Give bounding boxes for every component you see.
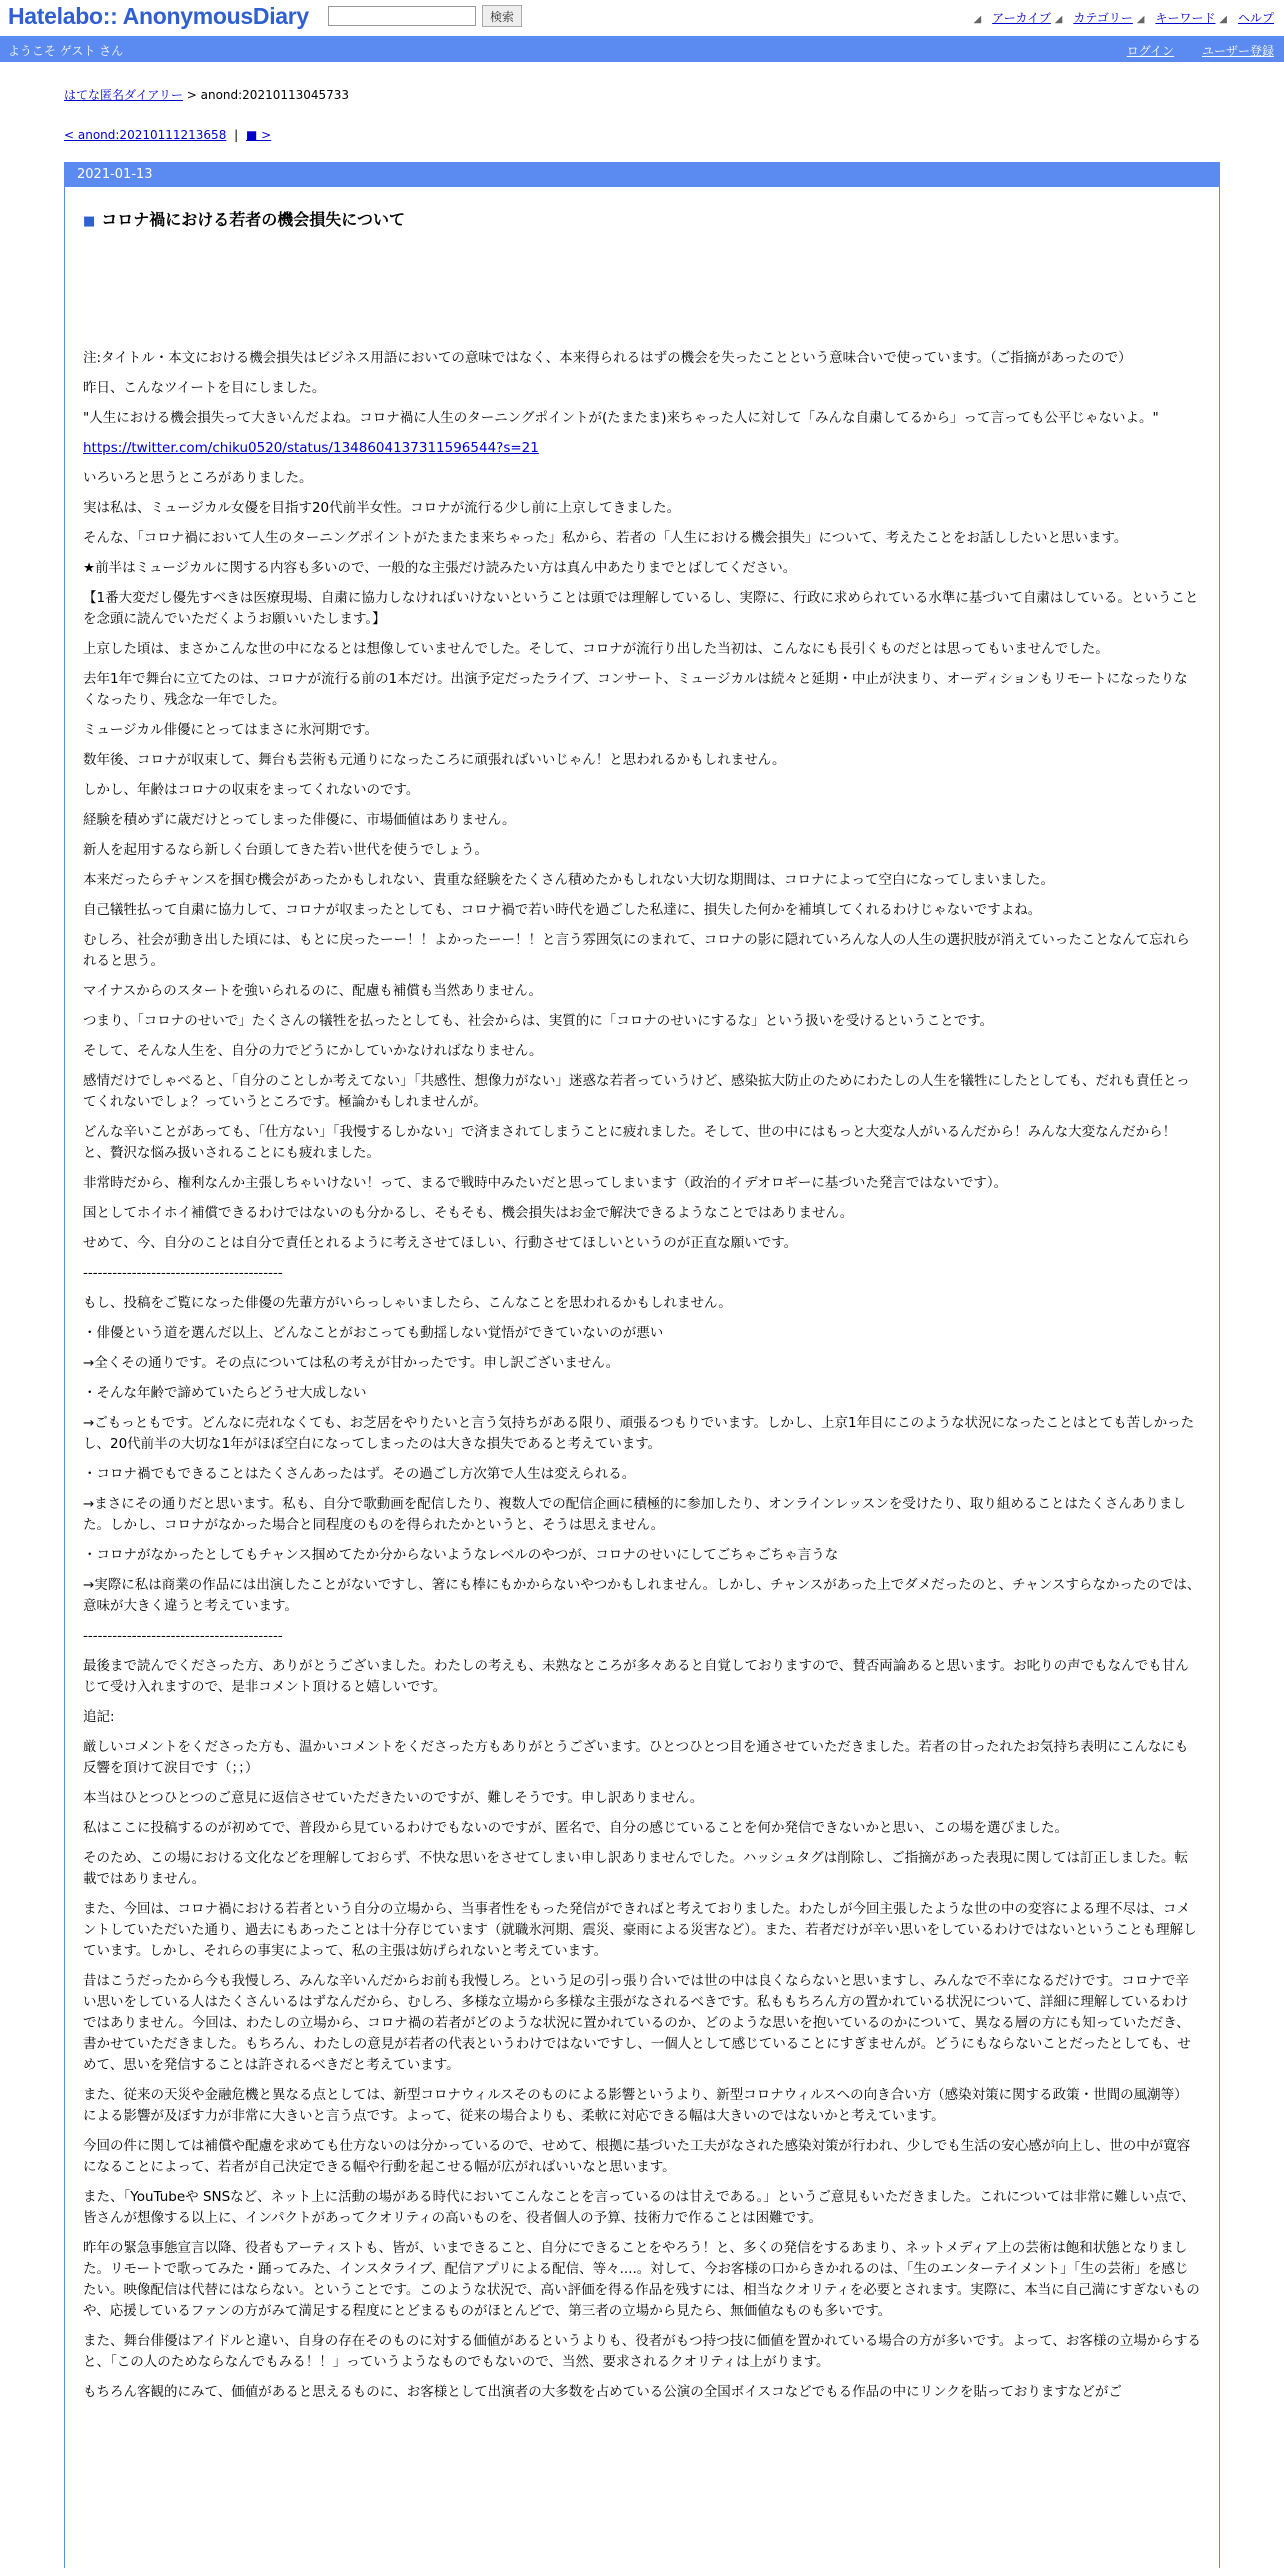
entry-pager <box>64 128 271 142</box>
triangle-icon: ◢ <box>1136 14 1145 25</box>
divider-line: ----------------------------------------- <box>83 1265 283 1281</box>
entry-paragraph: つまり、「コロナのせいで」たくさんの犠牲を払ったとしても、社会からは、実質的に「コロナのせいにするな」という扱いを受けるということです。 <box>83 1013 994 1029</box>
entry-permalink-icon[interactable]: ■ <box>83 214 96 229</box>
entry-paragraph: せめて、今、自分のことは自分で責任とれるように考えさせてほしい、行動させてほしいというのが正直な願いです。 <box>83 1235 798 1251</box>
entry-paragraph: また、「YouTubeや SNSなど、ネット上に活動の場がある時代においてこんなことを言っているのは甘えである。」というご意見もいただきました。これについては非常に難しい点で、皆さんが想像する以上に、インパクトがあってクオリティの高いものを、役者個人の予算、技術力で作ることは困難です。 <box>83 2189 1195 2226</box>
entry-paragraph: →実際に私は商業の作品には出演したことがないですし、箸にも棒にもかからないやつかもしれません。しかし、チャンスがあった上でダメだったのと、チャンスすらなかったのでは、意味が大きく違うと考えています。 <box>83 1577 1201 1614</box>
entry-paragraph: いろいろと思うところがありました。 <box>83 470 313 486</box>
nav-category-link[interactable]: カテゴリー <box>1073 11 1133 25</box>
day-date: 2021-01-13 <box>65 163 1219 187</box>
entry-paragraph: 国としてホイホイ補償できるわけではないのも分かるし、そもそも、機会損失はお金で解決できるようなことではありません。 <box>83 1205 854 1221</box>
entry-paragraph: 数年後、コロナが収束して、舞台も芸術も元通りになったころに頑張ればいいじゃん！と思われるかもしれません。 <box>83 752 786 768</box>
welcome-text: ようこそ ゲスト さん <box>8 44 124 58</box>
entry-paragraph: また、従来の天災や金融危機と異なる点としては、新型コロナウィルスそのものによる影響というより、新型コロナウィルスへの向き合い方（感染対策に関する政策・世間の風潮等）による影響が及ぼす力が非常に大きいと言う点です。よって、従来の場合よりも、柔軟に対応できる幅は大きいのではないかと考えています。 <box>83 2087 1188 2124</box>
breadcrumb <box>64 86 349 103</box>
nav-keyword-link[interactable]: キーワード <box>1155 11 1216 25</box>
top-bar <box>0 0 1284 36</box>
welcome-bar <box>0 36 1284 62</box>
entry-paragraph: どんな辛いことがあっても、「仕方ない」「我慢するしかない」で済まされてしまうことに疲れました。そして、世の中にはもっと大変な人がいるんだから！みんな大変なんだから！と、贅沢な悩み扱いされることにも疲れました。 <box>83 1124 1177 1161</box>
entry-paragraph: 感情だけでしゃべると、「自分のことしか考えてない」「共感性、想像力がない」迷惑な若者っていうけど、感染拡大防止のためにわたしの人生を犠牲にしたとしても、だれも責任とってくれないでしょ？っていうところです。極論かもしれませんが。 <box>83 1073 1190 1110</box>
entry-link-paragraph <box>83 438 1201 459</box>
entry-paragraph: 今回の件に関しては補償や配慮を求めても仕方ないのは分かっているので、せめて、根拠に基づいた工夫がなされた感染対策が行われ、少しでも生活の安心感が向上し、世の中が寛容になることによって、若者が自己決定できる幅や行動を起こせる幅が広がればいいなと思います。 <box>83 2138 1191 2175</box>
entry-paragraph: むしろ、社会が動き出した頃には、もとに戻ったーー！！よかったーー！！と言う雰囲気にのまれて、コロナの影に隠れていろんな人の人生の選択肢が消えていったことなんて忘れられると思う。 <box>83 932 1190 969</box>
entry-paragraph: マイナスからのスタートを強いられるのに、配慮も補償も当然ありません。 <box>83 983 542 999</box>
entry-paragraph: 追記: <box>83 1709 115 1725</box>
entry-title <box>83 207 1201 230</box>
entry-paragraph: →全くその通りです。その点については私の考えが甘かったです。申し訳ございません。 <box>83 1355 620 1371</box>
triangle-icon: ◢ <box>1219 14 1227 25</box>
top-nav <box>973 9 1274 26</box>
site-logo[interactable]: Hatelabo:: AnonymousDiary <box>8 3 309 29</box>
entry-paragraph: 去年1年で舞台に立てたのは、コロナが流行る前の1本だけ。出演予定だったライブ、コンサート、ミュージカルは続々と延期・中止が決まり、オーディションもリモートになったりなくなったり、残念な一年でした。 <box>83 671 1188 708</box>
entry-section <box>65 207 1219 2403</box>
entry-paragraph: 非常時だから、権利なんか主張しちゃいけない！って、まるで戦時中みたいだと思ってしまいます（政治的イデオロギーに基づいた発言ではないです）。 <box>83 1175 1008 1191</box>
divider-line: ----------------------------------------- <box>83 1628 283 1644</box>
breadcrumb-home-link[interactable]: はてな匿名ダイアリー <box>64 88 183 102</box>
entry-paragraph: 経験を積めずに歳だけとってしまった俳優に、市場価値はありません。 <box>83 812 516 828</box>
entry-paragraph: 昨年の緊急事態宣言以降、役者もアーティストも、皆が、いまできること、自分にできることをやろう！と、多くの発信をするあまり、ネットメディア上の芸術は飽和状態となりました。リモートで歌ってみた・踊ってみた、インスタライブ、配信アプリによる配信、等々....。対して、今お客様の口からきかれるのは、「生のエンターテイメント」「生の芸術」を感じたい。映像配信は代替にはならない。ということです。このような状況で、高い評価を得る作品を残すには、相当なクオリティを必要とされます。実際に、本当に自己満にすぎないものや、応援しているファンの方がみて満足する程度にとどまるものがほとんどで、第三者の立場から見たら、無価値なものも多いです。 <box>83 2240 1200 2319</box>
prev-entry-link[interactable]: < anond:20210111213658 <box>64 128 227 142</box>
entry-paragraph: もし、投稿をご覧になった俳優の先輩方がいらっしゃいましたら、こんなことを思われるかもしれません。 <box>83 1295 732 1311</box>
entry-paragraph: ミュージカル俳優にとってはまさに氷河期です。 <box>83 722 379 738</box>
tweet-link[interactable]: https://twitter.com/chiku0520/status/1348604137311596544?s=21 <box>83 440 539 456</box>
day-container <box>64 162 1220 2568</box>
entry-body <box>83 348 1201 2403</box>
entry-paragraph: 上京した頃は、まさかこんな世の中になるとは想像していませんでした。そして、コロナが流行り出した当初は、こんなにも長引くものだとは思ってもいませんでした。 <box>83 641 1109 657</box>
search-input[interactable] <box>328 6 476 26</box>
signup-link[interactable]: ユーザー登録 <box>1201 44 1274 58</box>
entry-paragraph: ・コロナ禍でもできることはたくさんあったはず。その過ごし方次第で人生は変えられる。 <box>83 1466 636 1482</box>
entry-paragraph: "人生における機会損失って大きいんだよね。コロナ禍に人生のターニングポイントが(たまたま)来ちゃった人に対して「みんな自粛してるから」って言っても公平じゃないよ。" <box>83 410 1159 426</box>
entry-paragraph: しかし、年齢はコロナの収束をまってくれないのです。 <box>83 782 420 798</box>
entry-paragraph: また、今回は、コロナ禍における若者という自分の立場から、当事者性をもった発信ができればと考えておりました。わたしが今回主張したような世の中の変容による理不尽は、コメントしていただいた通り、過去にもあったことは十分存じています（就職氷河期、震災、豪雨による災害など）。また、若者だけが辛い思いをしているわけではないということも理解しています。しかし、それらの事実によって、私の主張は妨げられないと考えています。 <box>83 1901 1197 1959</box>
next-entry-link[interactable]: ■ > <box>246 128 272 142</box>
entry-spacer <box>83 230 1201 348</box>
entry-paragraph: ・コロナがなかったとしてもチャンス掴めてたか分からないようなレベルのやつが、コロナのせいにしてごちゃごちゃ言うな <box>83 1547 839 1563</box>
entry-paragraph: 昨日、こんなツイートを目にしました。 <box>83 380 326 396</box>
entry-paragraph: 最後まで読んでくださった方、ありがとうございました。わたしの考えも、未熟なところが多々あると自覚しておりますので、賛否両論あると思います。お叱りの声でもなんでも甘んじて受け入れますので、是非コメント頂けると嬉しいです。 <box>83 1658 1189 1695</box>
breadcrumb-separator: > <box>182 88 201 102</box>
entry-paragraph: 私はここに投稿するのが初めてで、普段から見ているわけでもないのですが、匿名で、自分の感じていることを何か発信できないかと思い、この場を選びました。 <box>83 1820 1068 1836</box>
entry-paragraph: 本来だったらチャンスを掴む機会があったかもしれない、貴重な経験をたくさん積めたかもしれない大切な期間は、コロナによって空白になってしまいました。 <box>83 872 1055 888</box>
entry-paragraph: ・俳優という道を選んだ以上、どんなことがおこっても動揺しない覚悟ができていないのが悪い <box>83 1325 664 1341</box>
entry-paragraph: そして、そんな人生を、自分の力でどうにかしていかなければなりません。 <box>83 1043 543 1059</box>
entry-paragraph: そのため、この場における文化などを理解しておらず、不快な思いをさせてしまい申し訳ありませんでした。ハッシュタグは削除し、ご指摘があった表現に関しては訂正しました。転載ではありません。 <box>83 1850 1188 1887</box>
entry-paragraph: そんな、「コロナ禍において人生のターニングポイントがたまたま来ちゃった」私から、若者の「人生における機会損失」について、考えたことをお話ししたいと思います。 <box>83 530 1128 546</box>
entry-paragraph: 【1番大変だし優先すべきは医療現場、自粛に協力しなければいけないということは頭では理解しているし、実際に、行政に求められている水準に基づいて自粛はしている。ということを念頭に読んでいただくようお願いいたします。】 <box>83 590 1199 627</box>
entry-paragraph: もちろん客観的にみて、価値があると思えるものに、お客様として出演者の大多数を占めている公演の全国ボイスコなどでもる作品の中にリンクを貼っておりますなどがご <box>83 2384 1122 2400</box>
entry-paragraph: ・そんな年齢で諦めていたらどうせ大成しない <box>83 1385 367 1401</box>
account-nav <box>1103 42 1274 59</box>
nav-help-link[interactable]: ヘルプ <box>1237 11 1274 25</box>
entry-paragraph: ★前半はミュージカルに関する内容も多いので、一般的な主張だけ読みたい方は真ん中あたりまでとばしてください。 <box>83 560 797 576</box>
search-button[interactable]: 検索 <box>482 5 522 27</box>
entry-paragraph: 厳しいコメントをくださった方も、温かいコメントをくださった方もありがとうございます。ひとつひとつ目を通させていただきました。若者の甘ったれたお気持ち表明にこんなにも反響を頂けて涙目です（；；） <box>83 1739 1189 1776</box>
entry-title-text: コロナ禍における若者の機会損失について <box>101 210 405 229</box>
entry-paragraph: また、舞台俳優はアイドルと違い、自身の存在そのものに対する価値があるというよりも、役者がもつ持つ技に価値を置かれている場合の方が多いです。よって、お客様の立場からすると、「この人のためならなんでもみる！！」っていうようなものでもないので、当然、要求されるクオリティは上がります。 <box>83 2333 1201 2370</box>
entry-paragraph: →まさにその通りだと思います。私も、自分で歌動画を配信したり、複数人での配信企画に積極的に参加したり、オンラインレッスンを受けたり、取り組めることはたくさんありました。しかし、コロナがなかった場合と同程度のものを得られたかというと、そうは思えません。 <box>83 1496 1186 1533</box>
entry-paragraph: →ごもっともです。どんなに売れなくても、お芝居をやりたいと言う気持ちがある限り、頑張るつもりでいます。しかし、上京1年目にこのような状況になったことはとても苦しかったし、20代前半の大切な1年がほぼ空白になってしまったのは大きな損失であると考えています。 <box>83 1415 1195 1452</box>
pager-separator: | <box>234 128 239 142</box>
entry-paragraph: 本当はひとつひとつのご意見に返信させていただきたいのですが、難しそうです。申し訳ありません。 <box>83 1790 704 1806</box>
entry-paragraph: 自己犠牲払って自粛に協力して、コロナが収まったとしても、コロナ禍で若い時代を過ごした私達に、損失した何かを補填してくれるわけじゃないですよね。 <box>83 902 1042 918</box>
login-link[interactable]: ログイン <box>1126 44 1175 58</box>
nav-archive-link[interactable]: アーカイブ <box>992 11 1051 25</box>
entry-paragraph: 昔はこうだったから今も我慢しろ、みんな辛いんだからお前も我慢しろ。という足の引っ張り合いでは世の中は良くならないと思いますし、みんなで不幸になるだけです。コロナで辛い思いをしている人はたくさんいるはずなんだから、むしろ、多様な立場から多様な主張がなされるべきです。私ももちろん方の置かれている状況について、詳細に理解しているわけではありません。今回は、わたしの立場から、コロナ禍の若者がどのような状況に置かれているのか、どのような思いを抱いているのかについて、異なる層の方にも知っていただき、書かせていただきました。もちろん、わたしの意見が若者の代表というわけではないですし、一個人として感じていることにすぎませんが。どうにもならないことだったとしても、せめて、思いを発信することは許されるべきだと考えています。 <box>83 1973 1191 2073</box>
triangle-icon: ◢ <box>1054 14 1063 25</box>
entry-paragraph: 新人を起用するなら新しく台頭してきた若い世代を使うでしょう。 <box>83 842 488 858</box>
triangle-icon: ◢ <box>973 14 982 25</box>
entry-paragraph: 実は私は、ミュージカル女優を目指す20代前半女性。コロナが流行る少し前に上京してきました。 <box>83 500 681 516</box>
entry-paragraph: 注:タイトル・本文における機会損失はビジネス用語においての意味ではなく、本来得られるはずの機会を失ったことという意味合いで使っています。（ご指摘があったので） <box>83 350 1132 366</box>
breadcrumb-current: anond:20210113045733 <box>200 88 350 102</box>
